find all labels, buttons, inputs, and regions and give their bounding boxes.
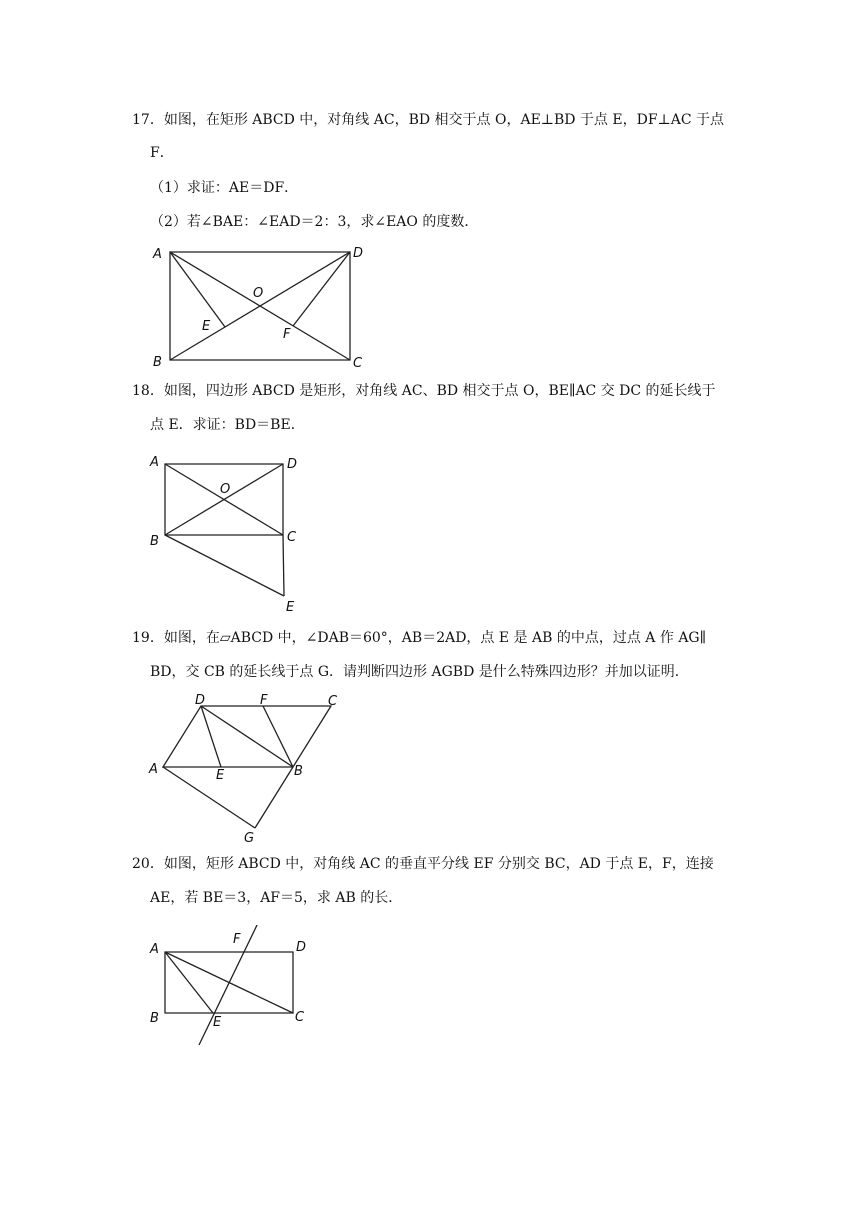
- p17-label-a: A: [153, 247, 162, 262]
- p20-label-b: B: [150, 1011, 159, 1026]
- p18-label-e: E: [286, 600, 295, 615]
- p19-segment-db: [201, 706, 293, 767]
- p19-segment-de: [201, 706, 221, 767]
- p20-perpendicular-bisector-ef: [199, 925, 258, 1045]
- p19-figure: [145, 690, 355, 850]
- p18-label-b: B: [150, 534, 159, 549]
- p17-label-c: C: [353, 356, 363, 371]
- p18-label-d: D: [287, 457, 298, 472]
- p19-label-g: G: [244, 831, 255, 846]
- p17-figure: [145, 240, 375, 375]
- p20-line-2: AE，若 BE＝3，AF＝5，求 AB 的长．: [150, 890, 403, 906]
- p19-label-a: A: [149, 762, 158, 777]
- p19-label-d: D: [195, 693, 206, 708]
- p20-figure: [145, 925, 325, 1050]
- p17-line-1: 17．如图，在矩形 ABCD 中，对角线 AC，BD 相交于点 O，AE⊥BD 于点 E，DF⊥AC 于点: [132, 112, 724, 128]
- p19-line-1: 19．如图，在▱ABCD 中，∠DAB＝60°，AB＝2AD，点 E 是 AB 的中点，过点 A 作 AG∥: [132, 630, 707, 646]
- p20-label-d: D: [296, 940, 307, 955]
- p20-line-1: 20．如图，矩形 ABCD 中，对角线 AC 的垂直平分线 EF 分别交 BC，AD 于点 E，F，连接: [132, 856, 714, 872]
- p19-label-b: B: [294, 764, 303, 779]
- p18-label-a: A: [150, 455, 159, 470]
- p19-segment-ag: [163, 767, 255, 828]
- p18-label-c: C: [287, 530, 297, 545]
- p19-label-f: F: [260, 693, 268, 708]
- p17-line-3: （1）求证：AE＝DF．: [150, 180, 299, 196]
- p17-line-2: F．: [150, 145, 174, 161]
- p19-label-c: C: [328, 694, 338, 709]
- p17-label-e: E: [202, 319, 211, 334]
- p20-label-e: E: [213, 1015, 222, 1030]
- p19-line-2: BD，交 CB 的延长线于点 G．请判断四边形 AGBD 是什么特殊四边形？并加以证明．: [150, 664, 689, 680]
- p19-segment-bf: [263, 706, 293, 767]
- p20-label-a: A: [150, 942, 159, 957]
- p20-label-c: C: [295, 1010, 305, 1025]
- p17-label-b: B: [153, 355, 162, 370]
- p20-segment-ae: [165, 952, 213, 1013]
- p18-line-2: 点 E．求证：BD＝BE．: [150, 417, 305, 433]
- p17-line-4: （2）若∠BAE：∠EAD＝2：3，求∠EAO 的度数．: [150, 214, 479, 230]
- p18-segment-be: [165, 535, 284, 596]
- p17-label-d: D: [353, 246, 364, 261]
- p18-label-o: O: [220, 482, 231, 497]
- p18-extension-ce: [283, 535, 284, 596]
- p20-label-f: F: [233, 932, 241, 947]
- p17-segment-ae: [170, 252, 225, 327]
- p17-label-o: O: [253, 286, 264, 301]
- p19-label-e: E: [216, 768, 225, 783]
- p17-segment-df: [293, 252, 350, 326]
- p17-label-f: F: [283, 327, 291, 342]
- p18-figure: [145, 450, 325, 618]
- p19-segment-bg: [255, 767, 293, 828]
- p18-line-1: 18．如图，四边形 ABCD 是矩形，对角线 AC、BD 相交于点 O，BE∥AC 交 DC 的延长线于: [132, 383, 716, 399]
